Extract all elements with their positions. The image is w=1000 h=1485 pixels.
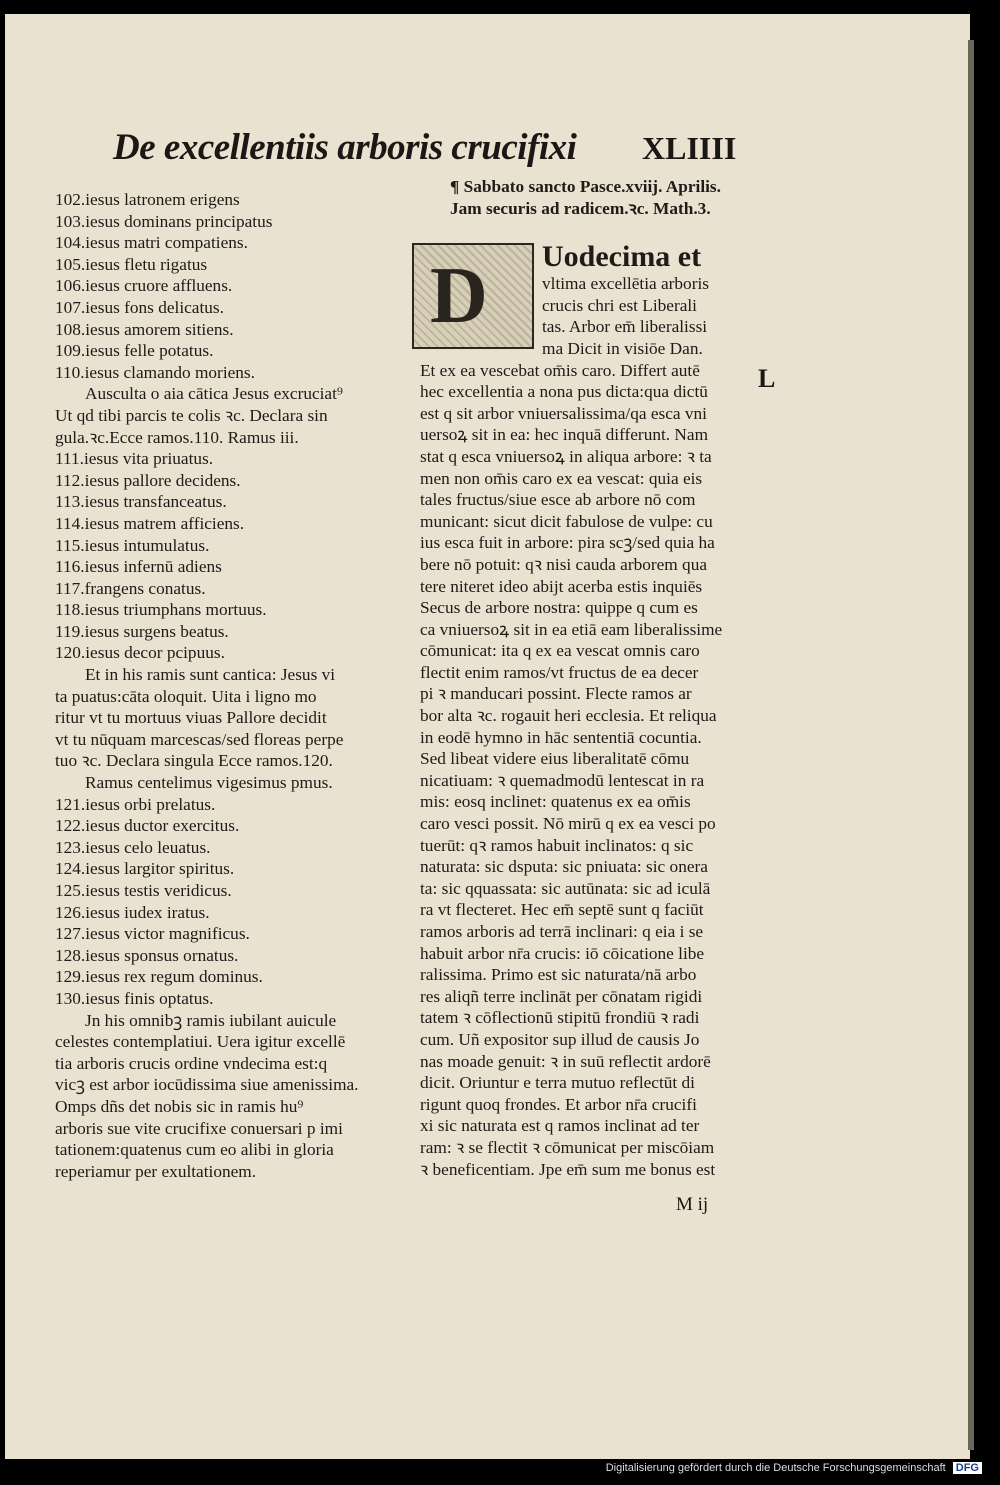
text-line: bere nō potuit: qꝛ nisi cauda arborem qua — [420, 554, 708, 574]
text-line: mis: eosq inclinet: quatenus ex ea om̄is — [420, 792, 691, 812]
text-line: pi ꝛ manducari possint. Flecte ramos ar — [420, 684, 692, 704]
text-line: ritur vt tu mortuus viuas Pallore decidit — [55, 708, 327, 728]
text-line: res aliqñ terre inclināt per cōnatam rigidi — [420, 986, 703, 1006]
text-line: 106.iesus cruore affluens. — [55, 276, 233, 296]
text-line: habuit arbor nr̄a crucis: iō cōicatione libe — [420, 943, 705, 963]
text-line: stat q esca vniuersoꝝ in aliqua arbore: ꝛ ta — [420, 446, 712, 466]
text-line: Ramus centelimus vigesimus pmus. — [85, 773, 333, 793]
text-line: celestes contemplatiui. Uera igitur excellē — [55, 1032, 346, 1052]
text-line: tatem ꝛ cōflectionū stipitū frondiū ꝛ radi — [420, 1008, 700, 1028]
text-line: hec excellentia a nona pus dicta:qua dictū — [420, 382, 708, 402]
decorated-initial — [412, 243, 534, 349]
text-line: caro vesci possit. Nō mirū q ex ea vesci po — [420, 814, 716, 834]
text-line: 109.iesus felle potatus. — [55, 341, 214, 361]
text-line: 120.iesus decor pcipuus. — [55, 643, 225, 663]
text-line: vltima excellētia arboris — [542, 274, 709, 294]
text-line: flectit enim ramos/vt fructus de ea decer — [420, 662, 699, 682]
text-line: Jn his omnibꝫ ramis iubilant auicule — [85, 1010, 337, 1030]
left-column — [55, 189, 400, 1182]
text-line: reperiamur per exultationem. — [55, 1161, 257, 1181]
text-line: arboris sue vite crucifixe conuersari p imi — [55, 1118, 343, 1138]
text-line: ram: ꝛ se flectit ꝛ cōmunicat per miscōiam — [420, 1137, 715, 1157]
text-line: 119.iesus surgens beatus. — [55, 621, 229, 641]
initial-letter: D — [430, 252, 488, 341]
text-line: uersoꝝ sit in ea: hec inquā differunt. Nam — [420, 425, 709, 445]
text-line: Et ex ea vescebat om̄is caro. Differt autē — [420, 360, 700, 380]
text-line: rigunt quoq frondes. Et arbor nr̄a crucifi — [420, 1094, 697, 1114]
page-edge — [968, 40, 974, 1450]
incipit: Uodecima et — [542, 240, 702, 274]
text-line: 127.iesus victor magnificus. — [55, 924, 250, 944]
text-line: ramos arboris ad terrā inclinari: q eia i se — [420, 922, 704, 941]
text-line: nicatiuam: ꝛ quemadmodū lentescat in ra — [420, 770, 705, 790]
text-line: ꝛ beneficentiam. Jpe em̄ sum me bonus est — [420, 1159, 716, 1179]
text-line: 128.iesus sponsus ornatus. — [55, 945, 239, 965]
text-line: ralissima. Primo est sic naturata/nā arbo — [420, 965, 697, 985]
text-line: Et in his ramis sunt cantica: Jesus vi — [85, 665, 336, 685]
text-line: nas moade genuit: ꝛ in suū reflectit ardorē — [420, 1051, 711, 1071]
text-line: 116.iesus infernū adiens — [55, 557, 222, 577]
text-line: 117.frangens conatus. — [55, 578, 206, 598]
footer-credit — [606, 1462, 982, 1474]
text-line: ius esca fuit in arbore: pira scꝫ/sed quia ha — [420, 533, 715, 553]
folio-number: XLIIII — [642, 130, 737, 166]
text-line: tales fructus/siue esce ab arbore nō com — [420, 490, 696, 510]
right-column — [420, 176, 765, 1180]
text-line: 115.iesus intumulatus. — [55, 535, 210, 555]
text-line: vicꝫ est arbor iocūdissima siue amenissima. — [55, 1075, 359, 1095]
text-line: bor alta ꝛc. rogauit heri ecclesia. Et reliqua — [420, 706, 717, 726]
text-line: xi sic naturata est q ramos inclinat ad ter — [420, 1116, 700, 1136]
text-line: ta: sic qquassata: sic autūnata: sic ad iculā — [420, 878, 711, 898]
text-line: 126.iesus iudex iratus. — [55, 902, 210, 922]
text-line: Ausculta o aia cātica Jesus excruciat⁹ — [85, 384, 343, 404]
text-line: 118.iesus triumphans mortuus. — [55, 600, 267, 620]
text-line: Omps dñs det nobis sic in ramis hu⁹ — [55, 1096, 304, 1116]
text-line: vt tu nūquam marcescas/sed floreas perpe — [55, 729, 344, 749]
text-line: gula.ꝛc.Ecce ramos.110. Ramus iii. — [55, 427, 299, 447]
text-line: Ut qd tibi parcis te colis ꝛc. Declara sin — [55, 405, 328, 425]
text-line: 104.iesus matri compatiens. — [55, 233, 248, 253]
text-line: tuerūt: qꝛ ramos habuit inclinatos: q sic — [420, 835, 694, 855]
rubric-line: ¶ Sabbato sancto Pasce.xviij. Aprilis. — [450, 177, 721, 196]
text-line: ca vniuersoꝝ sit in ea etiā eam liberalissime — [420, 619, 723, 639]
text-line: 107.iesus fons delicatus. — [55, 297, 224, 317]
marginal-note: L — [758, 364, 776, 393]
text-line: 111.iesus vita priuatus. — [55, 449, 214, 469]
text-line: 113.iesus transfanceatus. — [55, 492, 227, 512]
dfg-logo: DFG — [953, 1462, 982, 1474]
text-line: naturata: sic dsputa: sic pniuata: sic onera — [420, 857, 708, 877]
signature-mark: M ij — [676, 1194, 709, 1215]
text-line: tationem:quatenus cum eo alibi in gloria — [55, 1140, 334, 1160]
footer-text: Digitalisierung gefördert durch die Deutsche Forschungsgemeinschaft — [605, 1462, 946, 1474]
text-line: Sed libeat videre eius liberalitatē cōmu — [420, 749, 690, 769]
text-line: 112.iesus pallore decidens. — [55, 470, 241, 490]
text-line: cōmunicat: ita q ex ea vescat omnis caro — [420, 641, 700, 661]
text-line: 105.iesus fletu rigatus — [55, 254, 208, 274]
text-line: tas. Arbor em̄ liberalissi — [542, 317, 708, 337]
text-line: 121.iesus orbi prelatus. — [55, 794, 216, 814]
text-line: tuo ꝛc. Declara singula Ecce ramos.120. — [55, 751, 333, 771]
text-line: cum. Uñ expositor sup illud de causis Jo — [420, 1029, 700, 1049]
text-line: tia arboris crucis ordine vndecima est:q — [55, 1053, 328, 1073]
text-line: dicit. Oriuntur e terra mutuo reflectūt di — [420, 1073, 695, 1093]
text-line: tere niteret ideo abijt acerba estis inquiēs — [420, 576, 703, 596]
text-line: 122.iesus ductor exercitus. — [55, 816, 240, 836]
text-line: 124.iesus largitor spiritus. — [55, 859, 235, 879]
text-line: men non om̄is caro ex ea vescat: quia eis — [420, 468, 703, 488]
text-line: est q sit arbor vniuersalissima/qa esca vni — [420, 403, 707, 423]
text-line: crucis chri est Liberali — [542, 295, 697, 315]
text-line: 103.iesus dominans principatus — [55, 211, 273, 231]
text-line: 110.iesus clamando moriens. — [55, 362, 255, 382]
text-line: 114.iesus matrem afficiens. — [55, 513, 245, 533]
text-line: in eodē hymno in hāc sententiā cocuntia. — [420, 727, 702, 747]
text-line: 108.iesus amorem sitiens. — [55, 319, 234, 339]
text-line: ta puatus:cāta oloquit. Uita i ligno mo — [55, 686, 317, 706]
running-title: De excellentiis arboris crucifixi — [113, 127, 577, 168]
text-line: municant: sicut dicit fabulose de vulpe: cu — [420, 511, 713, 531]
text-line: 130.iesus finis optatus. — [55, 988, 214, 1008]
text-line: 129.iesus rex regum dominus. — [55, 967, 263, 987]
text-line: 123.iesus celo leuatus. — [55, 837, 211, 857]
text-line: 125.iesus testis veridicus. — [55, 881, 232, 900]
text-line: 102.iesus latronem erigens — [55, 190, 240, 209]
text-line: ma Dicit in visiōe Dan. — [542, 338, 703, 358]
text-line: ra vt flecteret. Hec em̄ septē sunt q faciūt — [420, 900, 704, 920]
rubric-line: Jam securis ad radicem.ꝛc. Math.3. — [450, 198, 711, 218]
text-line: Secus de arbore nostra: quippe q cum es — [420, 598, 698, 618]
